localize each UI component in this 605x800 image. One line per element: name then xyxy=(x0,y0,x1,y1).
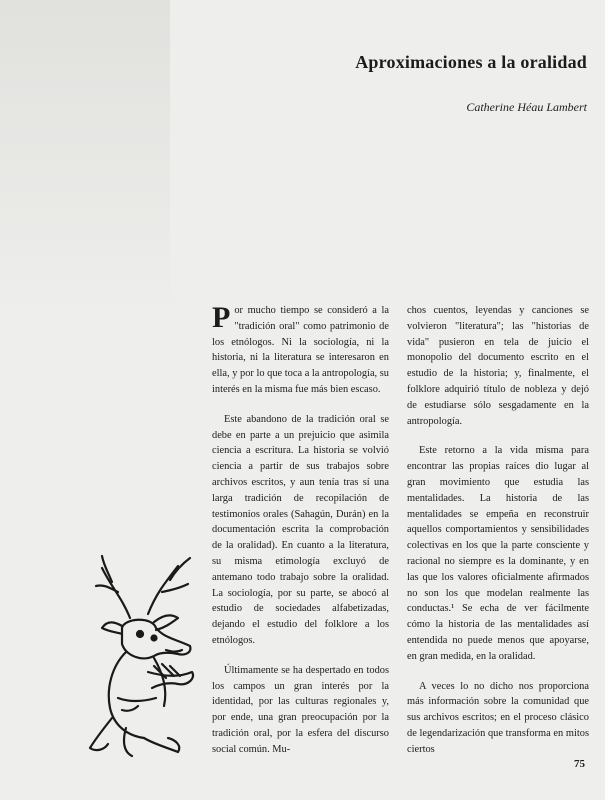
paragraph: Por mucho tiempo se consideró a la "tradición oral" como patrimonio de los etnólogos. Ni la sociología, ni la historia, ni la literatura se interesaron en ella, y por lo que toca a la antropología, su interés en la misma fue más bien escaso. xyxy=(212,301,389,395)
right-column xyxy=(407,303,589,772)
paragraph: A veces lo no dicho nos proporciona más información sobre la comunidad que sus archivos escritos; en el proceso clásico de legendarización que transforma en mitos ciertos xyxy=(407,680,589,755)
paragraph: Este retorno a la vida misma para encontrar las propias raíces dio lugar al gran movimiento que estudia las mentalidades. La historia de las mentalidades se empeña en reconstruir aquellos comportamientos y sensibilidades colectivas en los que la parte consciente y racional no siempre es la dominante, y en las que los valores oficialmente afirmados no son los que modelan realmente las conductas.¹ Se echa de ver fácilmente cómo la historia de las mentalidades así entendida no puede menos que apoyarse, en gran medida, en la oralidad. xyxy=(407,445,589,662)
paragraph: Este abandono de la tradición oral se debe en parte a un prejuicio que asimila ciencia a escritura. La historia se volvió ciencia a partir de sus trabajos sobre archivos escritos, y aun tenía tras sí una larga tradición de recopilación de testimonios orales (Sahagún, Durán) en la documentación escrita la comprobación de la oralidad). En cuanto a la literatura, su misma etimología excluyó de antemano todo trabajo sobre la oralidad. La sociología, por su parte, se abocó al estudio de sociedades alfabetizadas, dejando el estudio del folklore a los etnólogos. xyxy=(212,413,389,646)
left-column xyxy=(212,303,389,772)
article-title: Aproximaciones a la oralidad xyxy=(355,52,587,72)
deer-dancer-illustration xyxy=(82,548,214,762)
paragraph: chos cuentos, leyendas y canciones se volvieron "literatura"; las "historias de vida" pusieron en tela de juicio el monopolio del documento escrito en el estudio de la historia; y, finalmente, el folklore adquirió título de nobleza y dejó de estudiarse sólo sesgadamente en la antropología. xyxy=(407,305,589,427)
page-number: 75 xyxy=(574,758,585,770)
paragraph: Últimamente se ha despertado en todos los campos un gran interés por la identidad, por las culturas regionales y, por ende, una gran preocupación por la tradición oral, por la esfera del discurso social común. Mu- xyxy=(212,664,389,755)
drop-cap: P xyxy=(212,301,231,334)
article-author: Catherine Héau Lambert xyxy=(466,100,587,114)
scan-shadow xyxy=(0,0,170,320)
